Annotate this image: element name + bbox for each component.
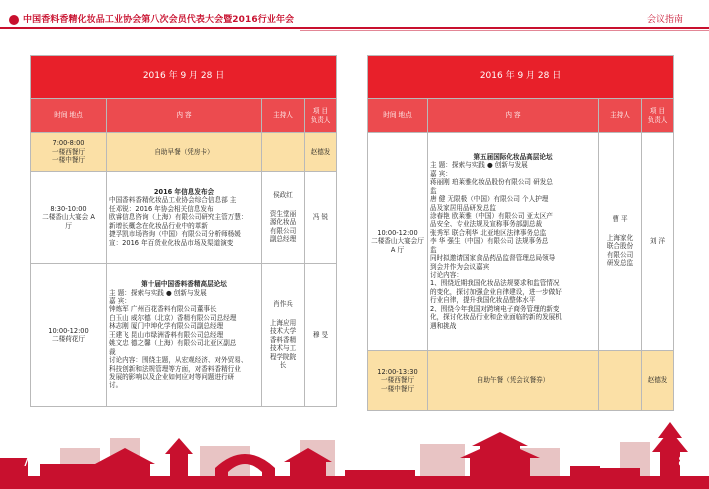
time-place-cell [368,133,428,351]
host-line: 长 [279,361,287,370]
skyline-front [0,422,709,489]
host-name: 曹 平 [612,215,628,224]
col-host: 主持人 [599,99,642,133]
host-line: 上海家化 [606,233,634,242]
content-line: 欧睿信息咨询（上海）有限公司研究主管万慧： [109,213,248,222]
place: 一楼中餐厅 [381,384,414,393]
content-line: 钟炼军 广州百花香料有限公司董事长 [109,305,217,314]
owner-cell: 赵德发 [642,351,674,411]
content-line: 讨论内容： [430,271,463,280]
schedule-row [31,172,337,264]
time-place-cell [31,172,107,264]
content-line: 2、围绕今年我国对跨境电子商务管理的新变 [430,304,560,313]
content-line: 化，探讨化妆品行业和企业面临的新的发展机 [430,313,562,322]
content-cell [107,264,262,407]
content-cell: 自助早餐（凭房卡） [107,133,262,172]
time: 10:00-12:00 [48,326,89,335]
content-line: 新增长概念在化妆品行业中的革新 [109,221,208,230]
col-content: 内 容 [107,99,262,133]
host-line: 上海应用 [269,318,297,327]
host-line: 副总经理 [269,235,297,244]
host-line: 技术与工 [269,344,297,353]
content-line: 任邓锐：2016 年协会相关信息发布 [109,204,214,213]
content-cell [107,172,262,264]
place: A 厅 [390,245,405,254]
place: 二楼荷花厅 [52,335,85,343]
content-line: 讨。 [109,381,123,390]
place: 二楼香山大宴会 A [42,213,95,222]
host-line: 研发总监 [606,259,634,268]
guests-label: 嘉 宾： [109,297,131,306]
content-line: 捷孚凯市场咨询（中国）有限公司分析师杨媛 [109,230,241,239]
content-line: 讨论内容：围绕主题，从宏观经济、对外贸易、 [109,356,248,365]
content-line: 姚文忠 德之馨（上海）有限公司北亚区副总 [109,339,237,348]
guests-label: 嘉 宾： [430,169,452,178]
host-cell [599,351,642,411]
place: 一楼中餐厅 [52,156,85,165]
place: 一楼西餐厅 [381,376,414,385]
content-cell: 自助午餐（凭会议餐券） [428,351,599,411]
host-line: 资生堂丽 [269,209,297,218]
session-theme: 主 题：探索与实践 ● 创新与发展 [109,288,207,297]
date-bar: 2016 年 9 月 28 日 [368,56,674,99]
owner-cell: 刘 洋 [642,133,674,351]
content-line: 张秀军 联合利华 北亚地区法律事务总监 [430,228,547,237]
host-cell [599,133,642,351]
content-line: 到会并作为会议嘉宾 [430,262,490,271]
schedule-row [368,133,674,351]
content-line: 监 [430,186,437,195]
association-logo-icon [9,15,19,25]
content-line: 行业自律，提升我国化妆品整体水平 [430,296,536,305]
host-cell [262,172,305,264]
content-line: 蒋丽刚 珀莱雅化妆品股份有限公司 研发总 [430,178,553,187]
content-line: 林志刚 厦门中坤化学有限公司副总经理 [109,322,224,331]
col-time-place: 时间 地点 [31,99,107,133]
time: 8:30-10:00 [50,204,87,213]
host-line: 程学院院 [269,352,297,361]
host-line: 源化妆品 [269,218,297,227]
host-line: 有限公司 [606,250,634,259]
time: 12:00-13:30 [377,367,418,376]
session-theme: 主 题：探索与实践 ● 创新与发展 [430,161,528,170]
place: 二楼香山大宴会厅 [371,237,424,246]
time-place-cell [31,264,107,407]
content-line: 监 [430,245,437,254]
page-number-left: 7 [22,455,31,470]
column-header-row [368,99,674,133]
content-line: 中国香料香精化妆品工业协会综合信息部 主 [109,196,237,205]
session-title: 第十届中国香料香精高层论坛 [141,280,227,289]
host-line: 香料香精 [269,335,297,344]
col-content: 内 容 [428,99,599,133]
content-line: 科技创新和法规管理等方面，对香料香精行业 [109,364,241,373]
page-number-right: 8 [678,455,687,470]
host-cell [262,264,305,407]
host-cell [262,133,305,172]
host-line: 技术大学 [269,327,297,336]
place: 一楼西餐厅 [52,147,85,156]
content-line: 裁 [109,347,116,356]
header-rule [0,27,709,29]
content-line: 品安全、专业法规及宣称事务部副总裁 [430,220,543,229]
host-name: 侯政红 [273,191,293,200]
content-line: 遇和挑战 [430,321,457,330]
column-header-row [31,99,337,133]
place: 厅 [65,221,72,230]
schedule-table-right [367,55,674,411]
time-place-cell [368,351,428,411]
header-rule-thin [300,30,709,31]
page-header [0,0,709,34]
time: 10:00-12:00 [377,228,418,237]
date-bar: 2016 年 9 月 28 日 [31,56,337,99]
host-line: 联合股份 [606,242,634,251]
content-line: 的变化，探讨加强企业自律建设，进一步做好 [430,287,562,296]
owner-cell: 穆 旻 [305,264,337,407]
session-title: 第五届国际化妆品高层论坛 [473,152,553,161]
time: 7:00-8:00 [52,139,85,148]
content-line: 王建飞 昆山市绿洲香料有限公司总经理 [109,330,224,339]
host-line: 有限公司 [269,226,297,235]
content-line: 发展的影响以及企业如何应对等问题进行研 [109,372,235,381]
content-line: 宣：2016 年百货业化妆品市场及渠道演变 [109,238,234,247]
schedule-row [31,133,337,172]
content-line: 李 华 强生（中国）有限公司 法规事务总 [430,237,549,246]
content-line: 唐 健 无限极（中国）有限公司 个人护理 [430,195,549,204]
header-guide: 会议指南 [646,15,683,25]
schedule-table-left [30,55,337,407]
owner-cell: 冯 锐 [305,172,337,264]
col-owner: 项 目 负责人 [642,99,674,133]
schedule-row [368,351,674,411]
col-owner: 项 目 负责人 [305,99,337,133]
schedule-row [31,264,337,407]
col-time-place: 时间 地点 [368,99,428,133]
header-title: 中国香料香精化妆品工业协会第八次会员代表大会暨2016行业年会 [23,15,295,25]
content-line: 品及家居用品研发总监 [430,203,496,212]
content-line: 同时拟邀请国家食品药品监督管理总局领导 [430,254,556,263]
time-place-cell [31,133,107,172]
col-host: 主持人 [262,99,305,133]
content-line: 1、围绕近期我国化妆品法规要求和监管情况 [430,279,560,288]
host-name: 肖作兵 [273,300,293,309]
owner-cell: 赵德发 [305,133,337,172]
content-cell [428,133,599,351]
content-line: 白玉山 威尔德（北京）香精有限公司总经理 [109,313,237,322]
session-title: 2016 年信息发布会 [153,187,215,196]
content-line: 涂春艳 欧莱雅（中国）有限公司 亚太区产 [430,211,553,220]
footer-skyline-decoration [0,418,709,489]
